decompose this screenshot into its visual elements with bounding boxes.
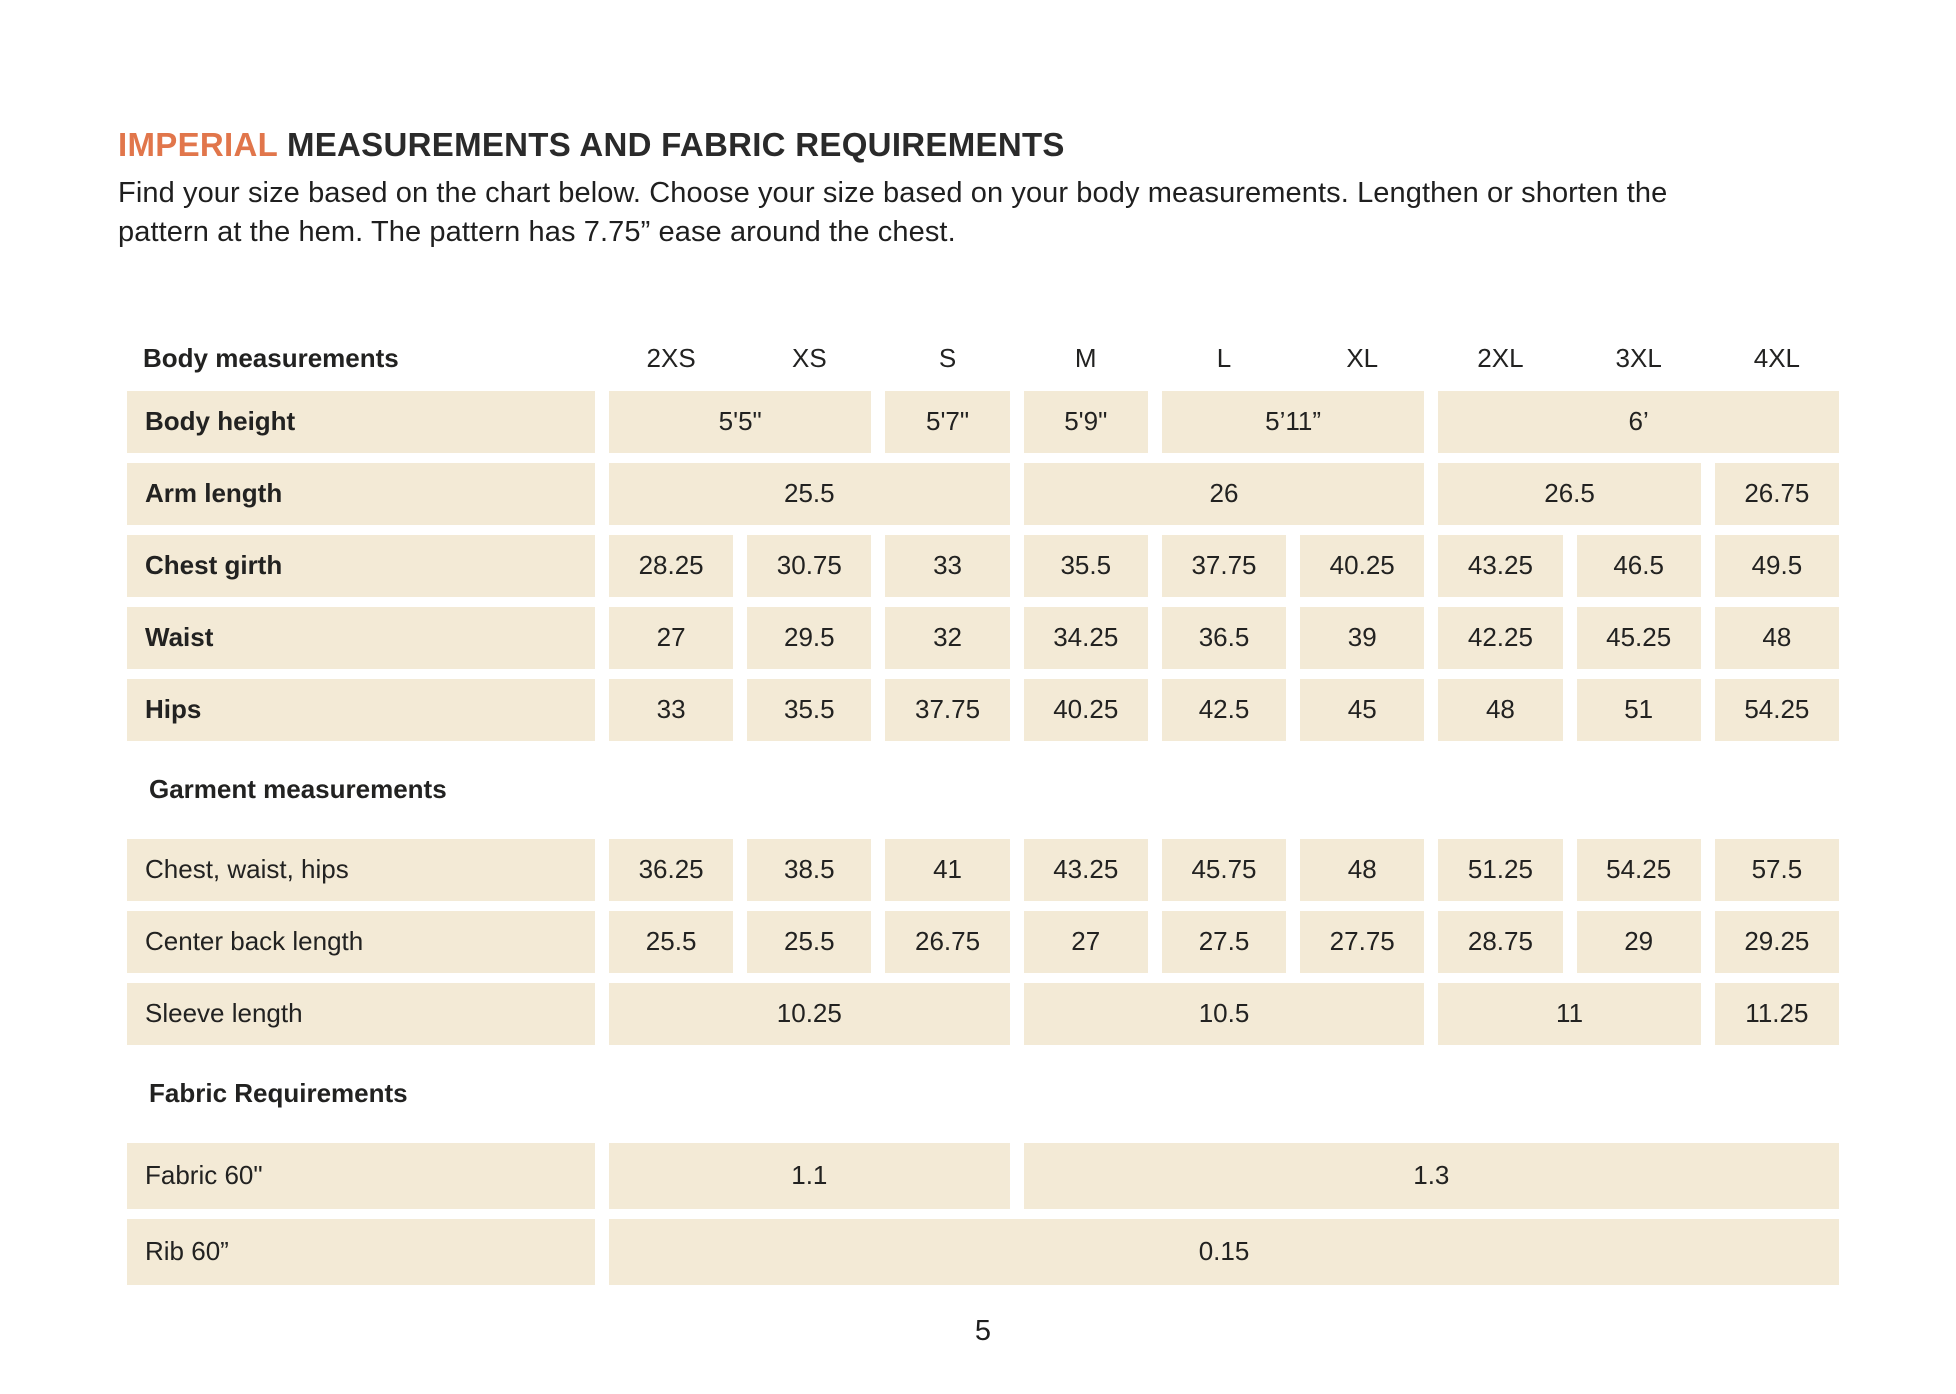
table-cell: 40.25 — [1300, 535, 1424, 597]
table-cell: 28.25 — [609, 535, 733, 597]
table-cell: 25.5 — [609, 911, 733, 973]
table-cell: 33 — [885, 535, 1009, 597]
table-cell: 35.5 — [1024, 535, 1148, 597]
size-header: XS — [791, 343, 827, 374]
table-cell: 51 — [1577, 679, 1701, 741]
table-cell: 45.75 — [1162, 839, 1286, 901]
table-cell: 48 — [1300, 839, 1424, 901]
row-label: Rib 60” — [127, 1219, 595, 1285]
intro-line-1: Find your size based on the chart below. Choose your size based on your body measurements. Lengthen or shorten the — [118, 177, 1668, 209]
size-header: L — [1216, 343, 1232, 374]
table-cell: 54.25 — [1577, 839, 1701, 901]
table-cell: 30.75 — [747, 535, 871, 597]
row-label: Sleeve length — [127, 983, 595, 1045]
table-cell: 42.5 — [1162, 679, 1286, 741]
table-cell: 32 — [885, 607, 1009, 669]
row-label: Arm length — [127, 463, 595, 525]
table-cell: 28.75 — [1438, 911, 1562, 973]
table-cell: 51.25 — [1438, 839, 1562, 901]
table-cell: 26.75 — [885, 911, 1009, 973]
table-cell: 45 — [1300, 679, 1424, 741]
size-header: S — [938, 343, 957, 374]
table-cell: 27 — [1024, 911, 1148, 973]
table-cell: 5'9" — [1024, 391, 1148, 453]
table-cell: 43.25 — [1024, 839, 1148, 901]
table-corner-label: Body measurements — [143, 343, 399, 374]
table-cell: 10.25 — [609, 983, 1010, 1045]
table-cell: 40.25 — [1024, 679, 1148, 741]
table-cell: 48 — [1438, 679, 1562, 741]
table-cell: 29 — [1577, 911, 1701, 973]
section-title: Fabric Requirements — [149, 1078, 408, 1109]
table-cell: 45.25 — [1577, 607, 1701, 669]
table-cell: 26.5 — [1438, 463, 1700, 525]
table-cell: 36.25 — [609, 839, 733, 901]
page-number: 5 — [974, 1314, 992, 1347]
table-cell: 42.25 — [1438, 607, 1562, 669]
table-cell: 11 — [1438, 983, 1700, 1045]
table-cell: 0.15 — [609, 1219, 1839, 1285]
table-cell: 1.1 — [609, 1143, 1010, 1209]
table-cell: 5'7" — [885, 391, 1009, 453]
table-cell: 10.5 — [1024, 983, 1425, 1045]
table-cell: 27.75 — [1300, 911, 1424, 973]
section-title: Garment measurements — [149, 774, 447, 805]
page-title-rest: MEASUREMENTS AND FABRIC REQUIREMENTS — [277, 126, 1065, 163]
table-cell: 1.3 — [1024, 1143, 1839, 1209]
table-cell: 38.5 — [747, 839, 871, 901]
table-cell: 11.25 — [1715, 983, 1839, 1045]
table-cell: 46.5 — [1577, 535, 1701, 597]
row-label: Body height — [127, 391, 595, 453]
table-cell: 37.75 — [1162, 535, 1286, 597]
page-title — [118, 126, 1956, 164]
row-label: Hips — [127, 679, 595, 741]
row-label: Chest girth — [127, 535, 595, 597]
row-label: Waist — [127, 607, 595, 669]
table-cell: 49.5 — [1715, 535, 1839, 597]
size-header: 2XS — [646, 343, 696, 374]
row-label: Chest, waist, hips — [127, 839, 595, 901]
table-cell: 27.5 — [1162, 911, 1286, 973]
table-cell: 27 — [609, 607, 733, 669]
table-cell: 35.5 — [747, 679, 871, 741]
page-title-highlight: IMPERIAL — [118, 126, 278, 163]
size-header: 3XL — [1615, 343, 1662, 374]
table-cell: 5'5" — [609, 391, 871, 453]
table-cell: 48 — [1715, 607, 1839, 669]
row-label: Center back length — [127, 911, 595, 973]
table-cell: 57.5 — [1715, 839, 1839, 901]
size-header: 4XL — [1753, 343, 1800, 374]
table-cell: 25.5 — [747, 911, 871, 973]
table-cell: 25.5 — [609, 463, 1010, 525]
size-header: XL — [1346, 343, 1379, 374]
table-cell: 37.75 — [885, 679, 1009, 741]
table-cell: 5’11” — [1162, 391, 1424, 453]
table-cell: 34.25 — [1024, 607, 1148, 669]
table-cell: 29.25 — [1715, 911, 1839, 973]
intro-line-2: pattern at the hem. The pattern has 7.75” ease around the chest. — [118, 216, 956, 249]
table-cell: 54.25 — [1715, 679, 1839, 741]
table-cell: 43.25 — [1438, 535, 1562, 597]
table-cell: 39 — [1300, 607, 1424, 669]
size-header: M — [1074, 343, 1097, 374]
table-cell: 29.5 — [747, 607, 871, 669]
table-cell: 36.5 — [1162, 607, 1286, 669]
table-cell: 41 — [885, 839, 1009, 901]
row-label: Fabric 60" — [127, 1143, 595, 1209]
table-cell: 33 — [609, 679, 733, 741]
size-table — [127, 337, 1839, 1285]
table-cell: 6’ — [1438, 391, 1839, 453]
size-table-wrapper — [127, 337, 1839, 1285]
table-cell: 26 — [1024, 463, 1425, 525]
size-header: 2XL — [1477, 343, 1524, 374]
intro-paragraph — [118, 174, 1878, 253]
table-cell: 26.75 — [1715, 463, 1839, 525]
